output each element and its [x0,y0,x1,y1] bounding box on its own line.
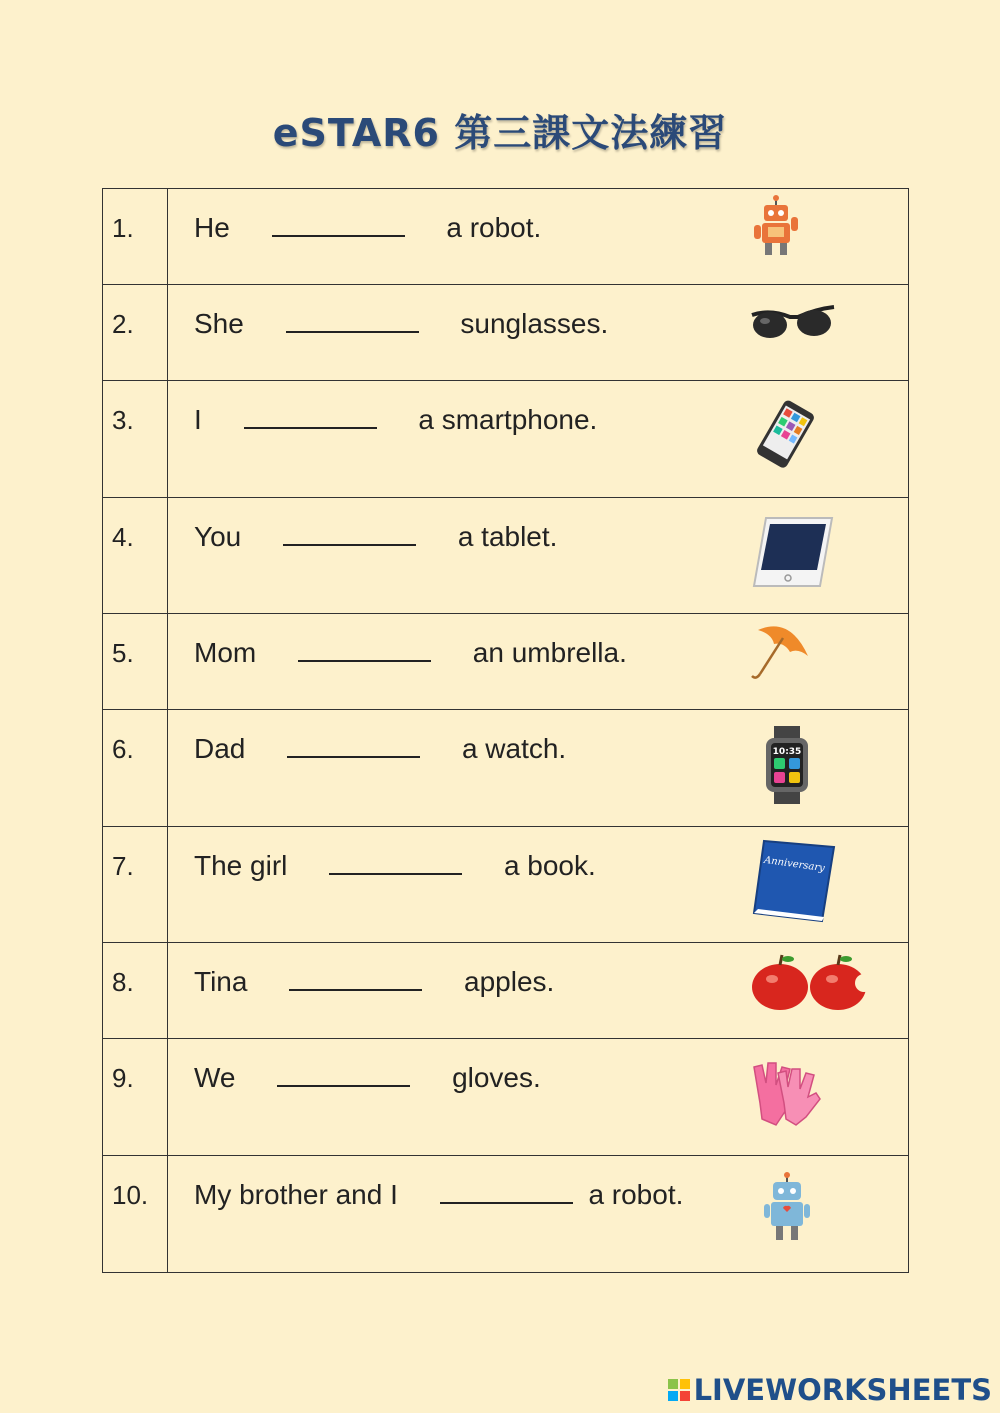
row-number: 1. [103,189,168,285]
sentence-cell [168,498,909,614]
answer-blank[interactable] [277,1061,410,1087]
table-row [103,1039,909,1156]
answer-blank[interactable] [244,403,377,429]
smartphone-icon [750,399,820,471]
sentence-cell [168,1156,909,1273]
sentence-subject: She [194,308,244,339]
umbrella-icon [750,622,812,682]
sentence-object: an umbrella. [472,637,627,668]
sentence-object: gloves. [452,1062,541,1093]
table-row [103,1156,909,1273]
pink-gloves-icon [750,1057,822,1127]
sentence-object: a smartphone. [418,404,598,435]
smartwatch-icon [762,726,812,804]
footer-brand: LIVEWORKSHEETS [693,1373,992,1407]
sentence-object: a watch. [461,733,567,764]
blue-book-icon [750,837,838,925]
sentence-object: a robot. [588,1179,684,1210]
sentence-object: apples. [464,966,555,997]
answer-blank[interactable] [286,307,419,333]
sentence-cell [168,827,909,943]
sentence-object: a book. [503,850,596,881]
answer-blank[interactable] [272,211,405,237]
sentence-subject: Tina [194,966,248,997]
orange-robot-icon [750,195,806,259]
sentence-cell [168,285,909,381]
row-number: 10. [103,1156,168,1273]
blue-robot-icon [764,1172,810,1246]
table-row [103,381,909,498]
sentence-cell [168,943,909,1039]
row-number: 5. [103,614,168,710]
row-number: 8. [103,943,168,1039]
answer-blank[interactable] [289,965,422,991]
liveworksheets-logo [668,1373,992,1407]
book-label: Anniversary [763,854,826,875]
row-number: 9. [103,1039,168,1156]
row-number: 3. [103,381,168,498]
row-number: 4. [103,498,168,614]
liveworksheets-icon [668,1379,690,1401]
watch-time: 10:35 [772,747,802,757]
row-number: 2. [103,285,168,381]
tablet-icon [750,514,836,590]
apples-icon [750,953,868,1011]
sentence-cell [168,710,909,827]
sentence-subject: Dad [194,733,246,764]
sentence-object: sunglasses. [460,308,609,339]
sentence-subject: Mom [194,637,257,668]
sentence-object: a robot. [446,212,542,243]
sentence-cell [168,381,909,498]
sentence-subject: He [194,212,230,243]
table-row [103,943,909,1039]
table-row [103,710,909,827]
table-row [103,189,909,285]
table-row [103,827,909,943]
sentence-subject: I [194,404,202,435]
sentence-cell [168,614,909,710]
sentence-cell [168,1039,909,1156]
sentence-subject: You [194,521,242,552]
table-row [103,614,909,710]
table-row [103,285,909,381]
sentence-object: a tablet. [457,521,558,552]
row-number: 7. [103,827,168,943]
row-number: 6. [103,710,168,827]
sentence-subject: The girl [194,850,288,881]
answer-blank[interactable] [298,636,431,662]
answer-blank[interactable] [283,520,416,546]
table-row [103,498,909,614]
sunglasses-icon [750,303,840,343]
exercise-table [102,188,909,1273]
sentence-cell [168,189,909,285]
answer-blank[interactable] [440,1178,573,1204]
sentence-subject: My brother and I [194,1179,398,1210]
sentence-subject: We [194,1062,236,1093]
answer-blank[interactable] [287,732,420,758]
answer-blank[interactable] [329,849,462,875]
page-title: eSTAR6 第三課文法練習 [272,111,728,155]
